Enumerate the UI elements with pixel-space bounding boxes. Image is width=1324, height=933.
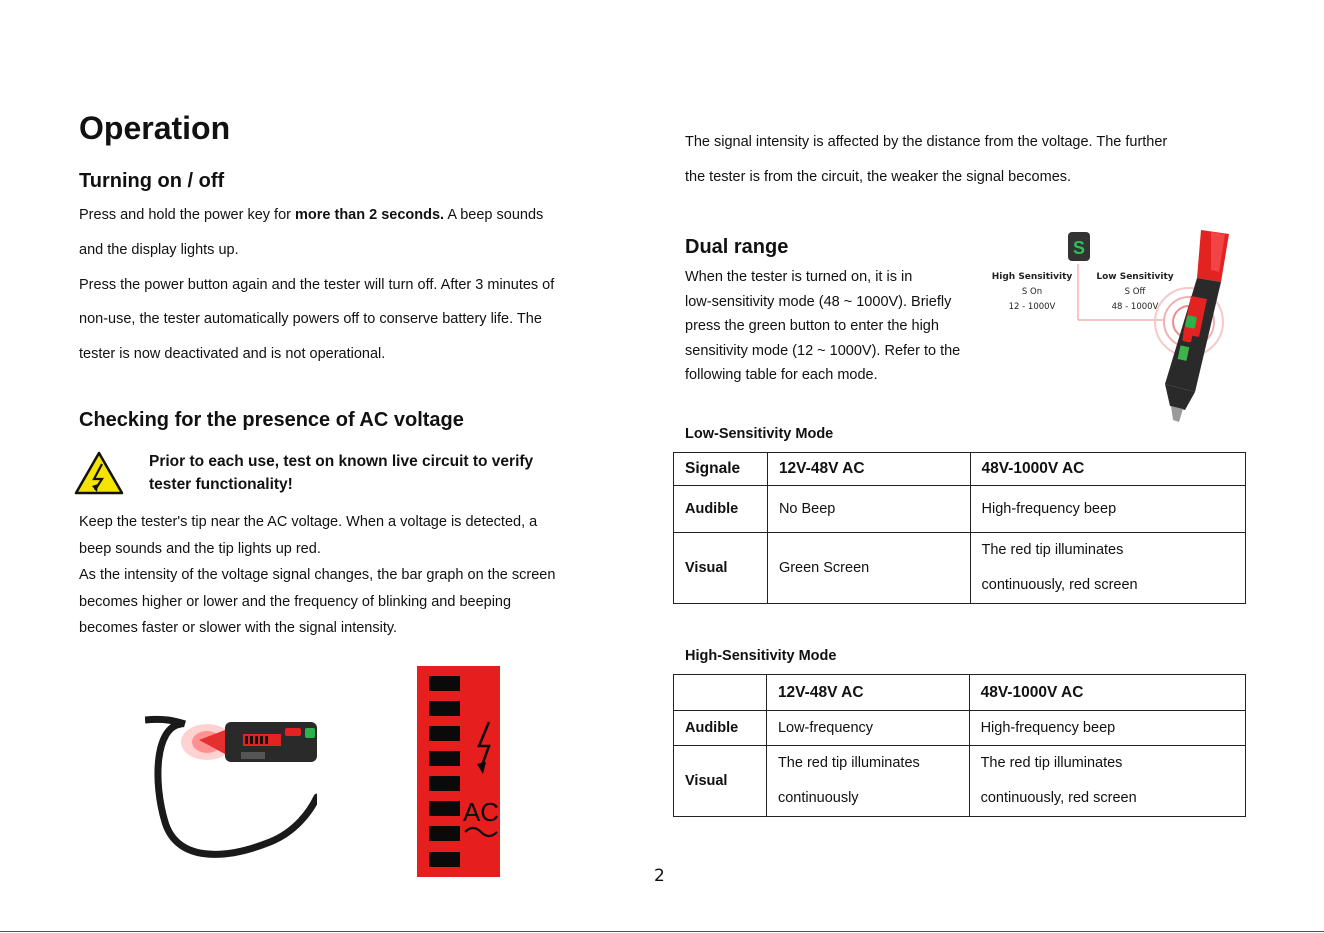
warning-text-line2: tester functionality! — [149, 476, 293, 493]
paragraph-line: press the green button to enter the high — [685, 318, 939, 334]
paragraph-line: low-sensitivity mode (48 ~ 1000V). Briefly — [685, 294, 952, 310]
low-sensitivity-table — [673, 452, 1246, 604]
paragraph-line: becomes higher or lower and the frequency of blinking and beeping — [79, 594, 512, 610]
cell-line: continuously, red screen — [981, 577, 1138, 593]
cell-line: continuously — [777, 790, 859, 806]
sensitivity-diagram — [985, 222, 1235, 427]
low-sensitivity-caption: Low-Sensitivity Mode — [685, 426, 834, 442]
paragraph-line: Press and hold the power key for more than 2 seconds. A beep sounds — [79, 207, 544, 223]
page-title: Operation — [79, 110, 231, 146]
bottom-divider — [0, 931, 1324, 932]
table-row — [674, 453, 1246, 486]
section-heading-turning: Turning on / off — [79, 170, 225, 192]
tester-near-cable-photo — [145, 672, 317, 872]
cell-line: The red tip illuminates — [981, 542, 1124, 558]
cell-line: continuously, red screen — [980, 790, 1137, 806]
table-cell — [970, 533, 1245, 604]
table-row — [674, 711, 1246, 746]
table-cell: Green Screen — [767, 533, 970, 604]
high-sensitivity-table — [673, 674, 1246, 817]
table-cell: 12V-48V AC — [767, 453, 970, 486]
warning-icon — [73, 450, 125, 496]
display-bar-graph-image — [417, 666, 500, 877]
high-sensitivity-range: 12 - 1000V — [1008, 302, 1056, 312]
table-cell: 48V-1000V AC — [970, 453, 1245, 486]
cell-line: The red tip illuminates — [980, 755, 1123, 771]
table-cell — [674, 675, 767, 711]
table-row — [674, 746, 1246, 817]
low-sensitivity-state: S Off — [1124, 287, 1146, 297]
page-number: 2 — [654, 866, 665, 886]
table-cell: 48V-1000V AC — [969, 675, 1245, 711]
s-button-letter: S — [1072, 238, 1086, 258]
table-row — [674, 675, 1246, 711]
table-cell: High-frequency beep — [969, 711, 1245, 746]
high-sensitivity-state: S On — [1021, 287, 1043, 297]
table-cell: Low-frequency — [766, 711, 969, 746]
table-cell: 12V-48V AC — [766, 675, 969, 711]
table-cell: Visual — [674, 533, 768, 604]
table-row — [674, 486, 1246, 533]
section-heading-checking: Checking for the presence of AC voltage — [79, 409, 464, 431]
table-cell: Audible — [674, 711, 767, 746]
low-sensitivity-range: 48 - 1000V — [1111, 302, 1159, 312]
paragraph-line: beep sounds and the tip lights up red. — [79, 541, 321, 557]
paragraph-line: and the display lights up. — [79, 242, 239, 258]
table-cell: No Beep — [767, 486, 970, 533]
table-cell: Audible — [674, 486, 768, 533]
table-cell: High-frequency beep — [970, 486, 1245, 533]
table-row — [674, 533, 1246, 604]
table-cell: Visual — [674, 746, 767, 817]
low-sensitivity-title: Low Sensitivity — [1096, 272, 1174, 282]
paragraph-line: Keep the tester's tip near the AC voltage. When a voltage is detected, a — [79, 514, 538, 530]
section-heading-dual-range: Dual range — [685, 236, 789, 258]
high-sensitivity-title: High Sensitivity — [991, 272, 1073, 282]
paragraph-line: non-use, the tester automatically powers off to conserve battery life. The — [79, 311, 542, 327]
display-ac-label: AC — [462, 797, 500, 827]
paragraph-line: tester is now deactivated and is not operational. — [79, 346, 386, 362]
table-cell: Signale — [674, 453, 768, 486]
high-sensitivity-caption: High-Sensitivity Mode — [685, 648, 837, 664]
cell-line: The red tip illuminates — [777, 755, 920, 771]
paragraph-line: As the intensity of the voltage signal changes, the bar graph on the screen — [79, 567, 556, 583]
intro-line: The signal intensity is affected by the distance from the voltage. The further — [685, 134, 1168, 150]
paragraph-line: Press the power button again and the tester will turn off. After 3 minutes of — [79, 277, 555, 293]
paragraph-line: sensitivity mode (12 ~ 1000V). Refer to the — [685, 343, 961, 359]
intro-line: the tester is from the circuit, the weaker the signal becomes. — [685, 169, 1072, 185]
table-cell — [969, 746, 1245, 817]
paragraph-line: When the tester is turned on, it is in — [685, 269, 913, 285]
paragraph-line: becomes faster or slower with the signal intensity. — [79, 620, 398, 636]
paragraph-line: following table for each mode. — [685, 367, 878, 383]
table-cell — [766, 746, 969, 817]
warning-text-line1: Prior to each use, test on known live circuit to verify — [149, 453, 534, 470]
